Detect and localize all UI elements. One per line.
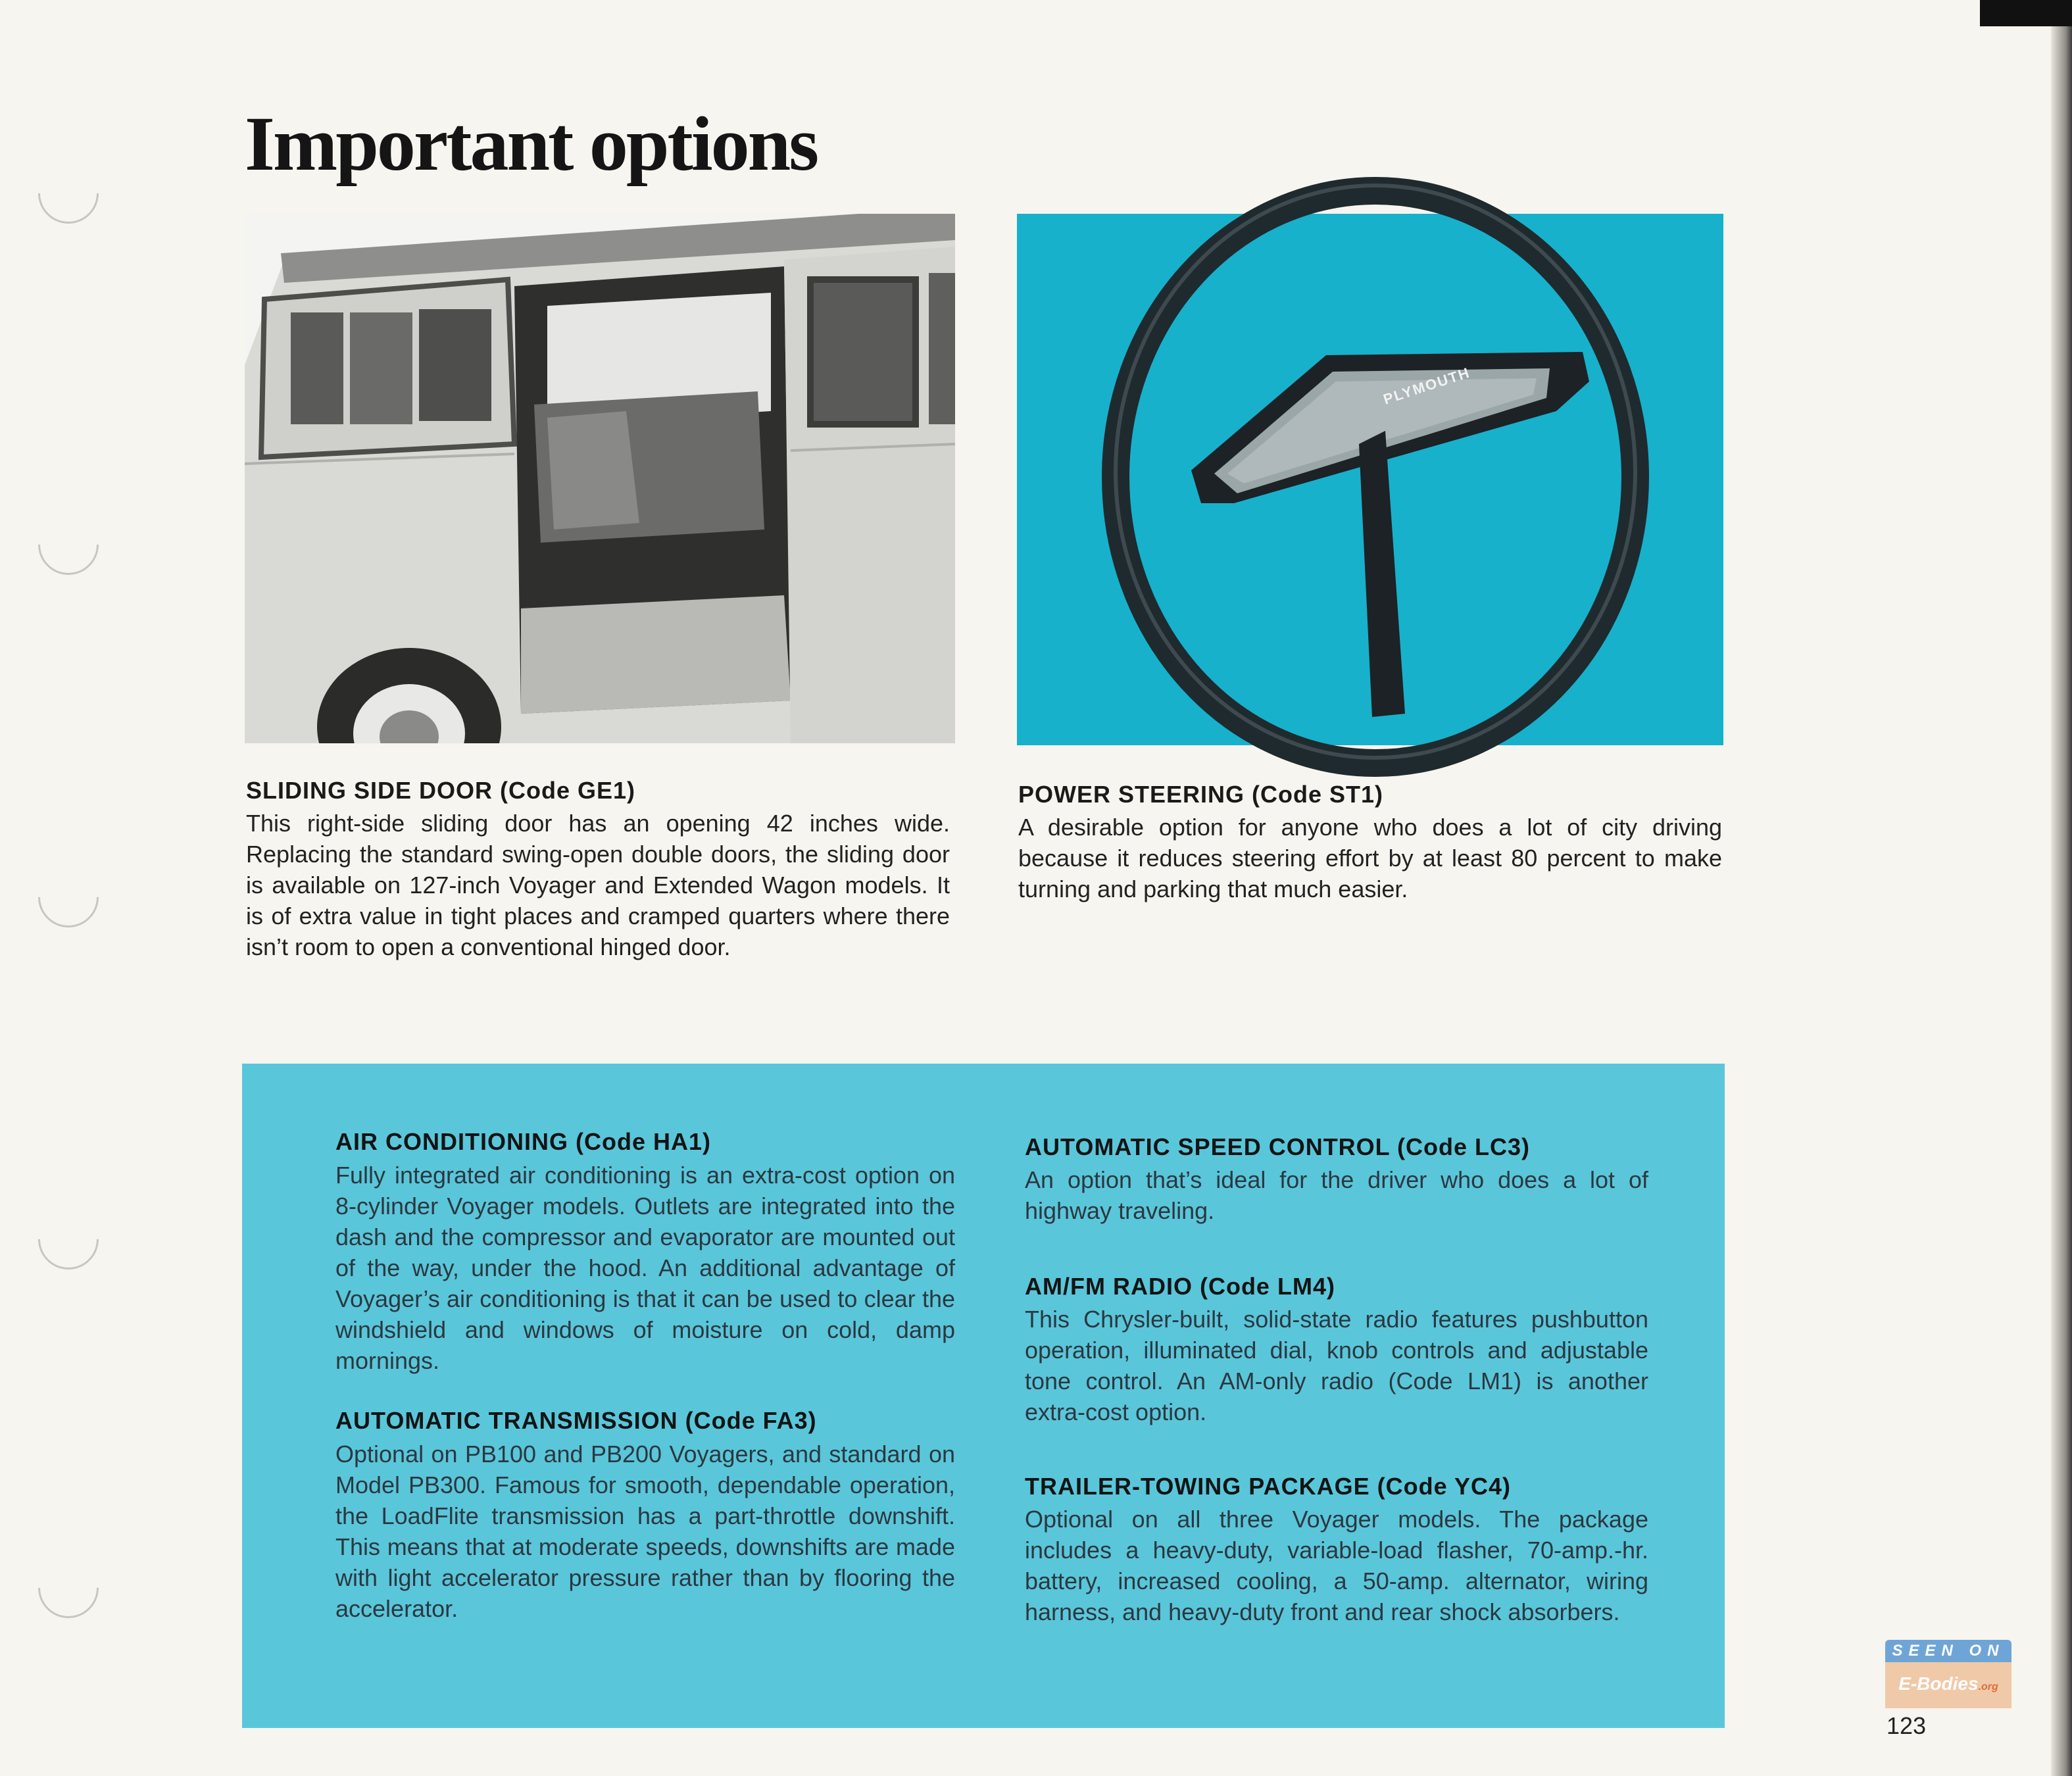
option-heading-trailer-towing: TRAILER-TOWING PACKAGE (Code YC4) xyxy=(1025,1473,1512,1500)
option-body-sliding-door: This right-side sliding door has an opening 42 inches wide. Replacing the standard swing-open double doors, the sliding door is available on 127-inch Voyager and Extended Wagon models. It is of extra value in tight places and cramped quarters where there isn’t room to open a conventional hinged door. xyxy=(246,810,950,960)
steering-wheel-photo xyxy=(1017,214,1723,745)
seen-on-watermark xyxy=(1885,1640,2011,1714)
option-heading-air-conditioning: AIR CONDITIONING (Code HA1) xyxy=(335,1128,711,1155)
watermark-suffix-text: .org xyxy=(1978,1681,1998,1692)
page-corner xyxy=(1980,0,2072,26)
page-edge-shadow xyxy=(2051,0,2072,1776)
van-illustration xyxy=(245,214,955,743)
sliding-door-photo xyxy=(245,214,955,743)
binder-hole xyxy=(26,151,111,236)
option-heading-am-fm-radio: AM/FM RADIO (Code LM4) xyxy=(1025,1273,1335,1300)
option-body-automatic-transmission: Optional on PB100 and PB200 Voyagers, and standard on Model PB300. Famous for smooth, dependable operation, the LoadFlite transmission has a part-throttle downshift. This means that at moderate speeds, downshifts are made with light accelerator pressure rather than by flooring the accelerator. xyxy=(335,1441,955,1622)
option-heading-sliding-door: SLIDING SIDE DOOR (Code GE1) xyxy=(246,777,636,804)
steering-wheel-illustration xyxy=(1017,214,1723,745)
option-body-speed-control: An option that’s ideal for the driver who does a lot of highway traveling. xyxy=(1025,1166,1648,1224)
binder-hole xyxy=(26,1545,111,1631)
binder-hole xyxy=(26,1196,111,1282)
option-heading-automatic-transmission: AUTOMATIC TRANSMISSION (Code FA3) xyxy=(335,1407,817,1434)
steering-hub-logo: PLYMOUTH xyxy=(1381,364,1473,408)
watermark-brand-text: E-Bodies xyxy=(1898,1673,1979,1694)
option-body-power-steering: A desirable option for anyone who does a lot of city driving because it reduces steering effort by at least 80 percent to make turning and parking that much easier. xyxy=(1018,814,1722,902)
option-heading-speed-control: AUTOMATIC SPEED CONTROL (Code LC3) xyxy=(1025,1133,1531,1160)
watermark-top-text: SEEN ON xyxy=(1885,1640,2011,1662)
binder-hole xyxy=(26,502,111,587)
option-body-trailer-towing: Optional on all three Voyager models. The package includes a heavy-duty, variable-load flasher, 70-amp.-hr. battery, increased cooling, a 50-amp. alternator, wiring harness, and heavy-duty front and rear shock absorbers. xyxy=(1025,1506,1648,1625)
option-heading-power-steering: POWER STEERING (Code ST1) xyxy=(1018,781,1384,808)
page-number: 123 xyxy=(1887,1712,1927,1739)
option-body-am-fm-radio: This Chrysler-built, solid-state radio features pushbutton operation, illuminated dial, knob controls and adjustable tone control. An AM-only radio (Code LM1) is another extra-cost option. xyxy=(1025,1306,1648,1425)
page-title: Important options xyxy=(245,101,818,187)
binder-hole xyxy=(26,854,111,940)
watermark-bottom xyxy=(1885,1662,2011,1708)
option-body-air-conditioning: Fully integrated air conditioning is an extra-cost option on 8-cylinder Voyager models. Outlets are integrated into the dash and the compressor and evaporator are mounted out of the way, under the hood. An additional advantage of Voyager’s air conditioning is that it can be used to clear the windshield and windows of moisture on cold, damp mornings. xyxy=(335,1162,955,1374)
